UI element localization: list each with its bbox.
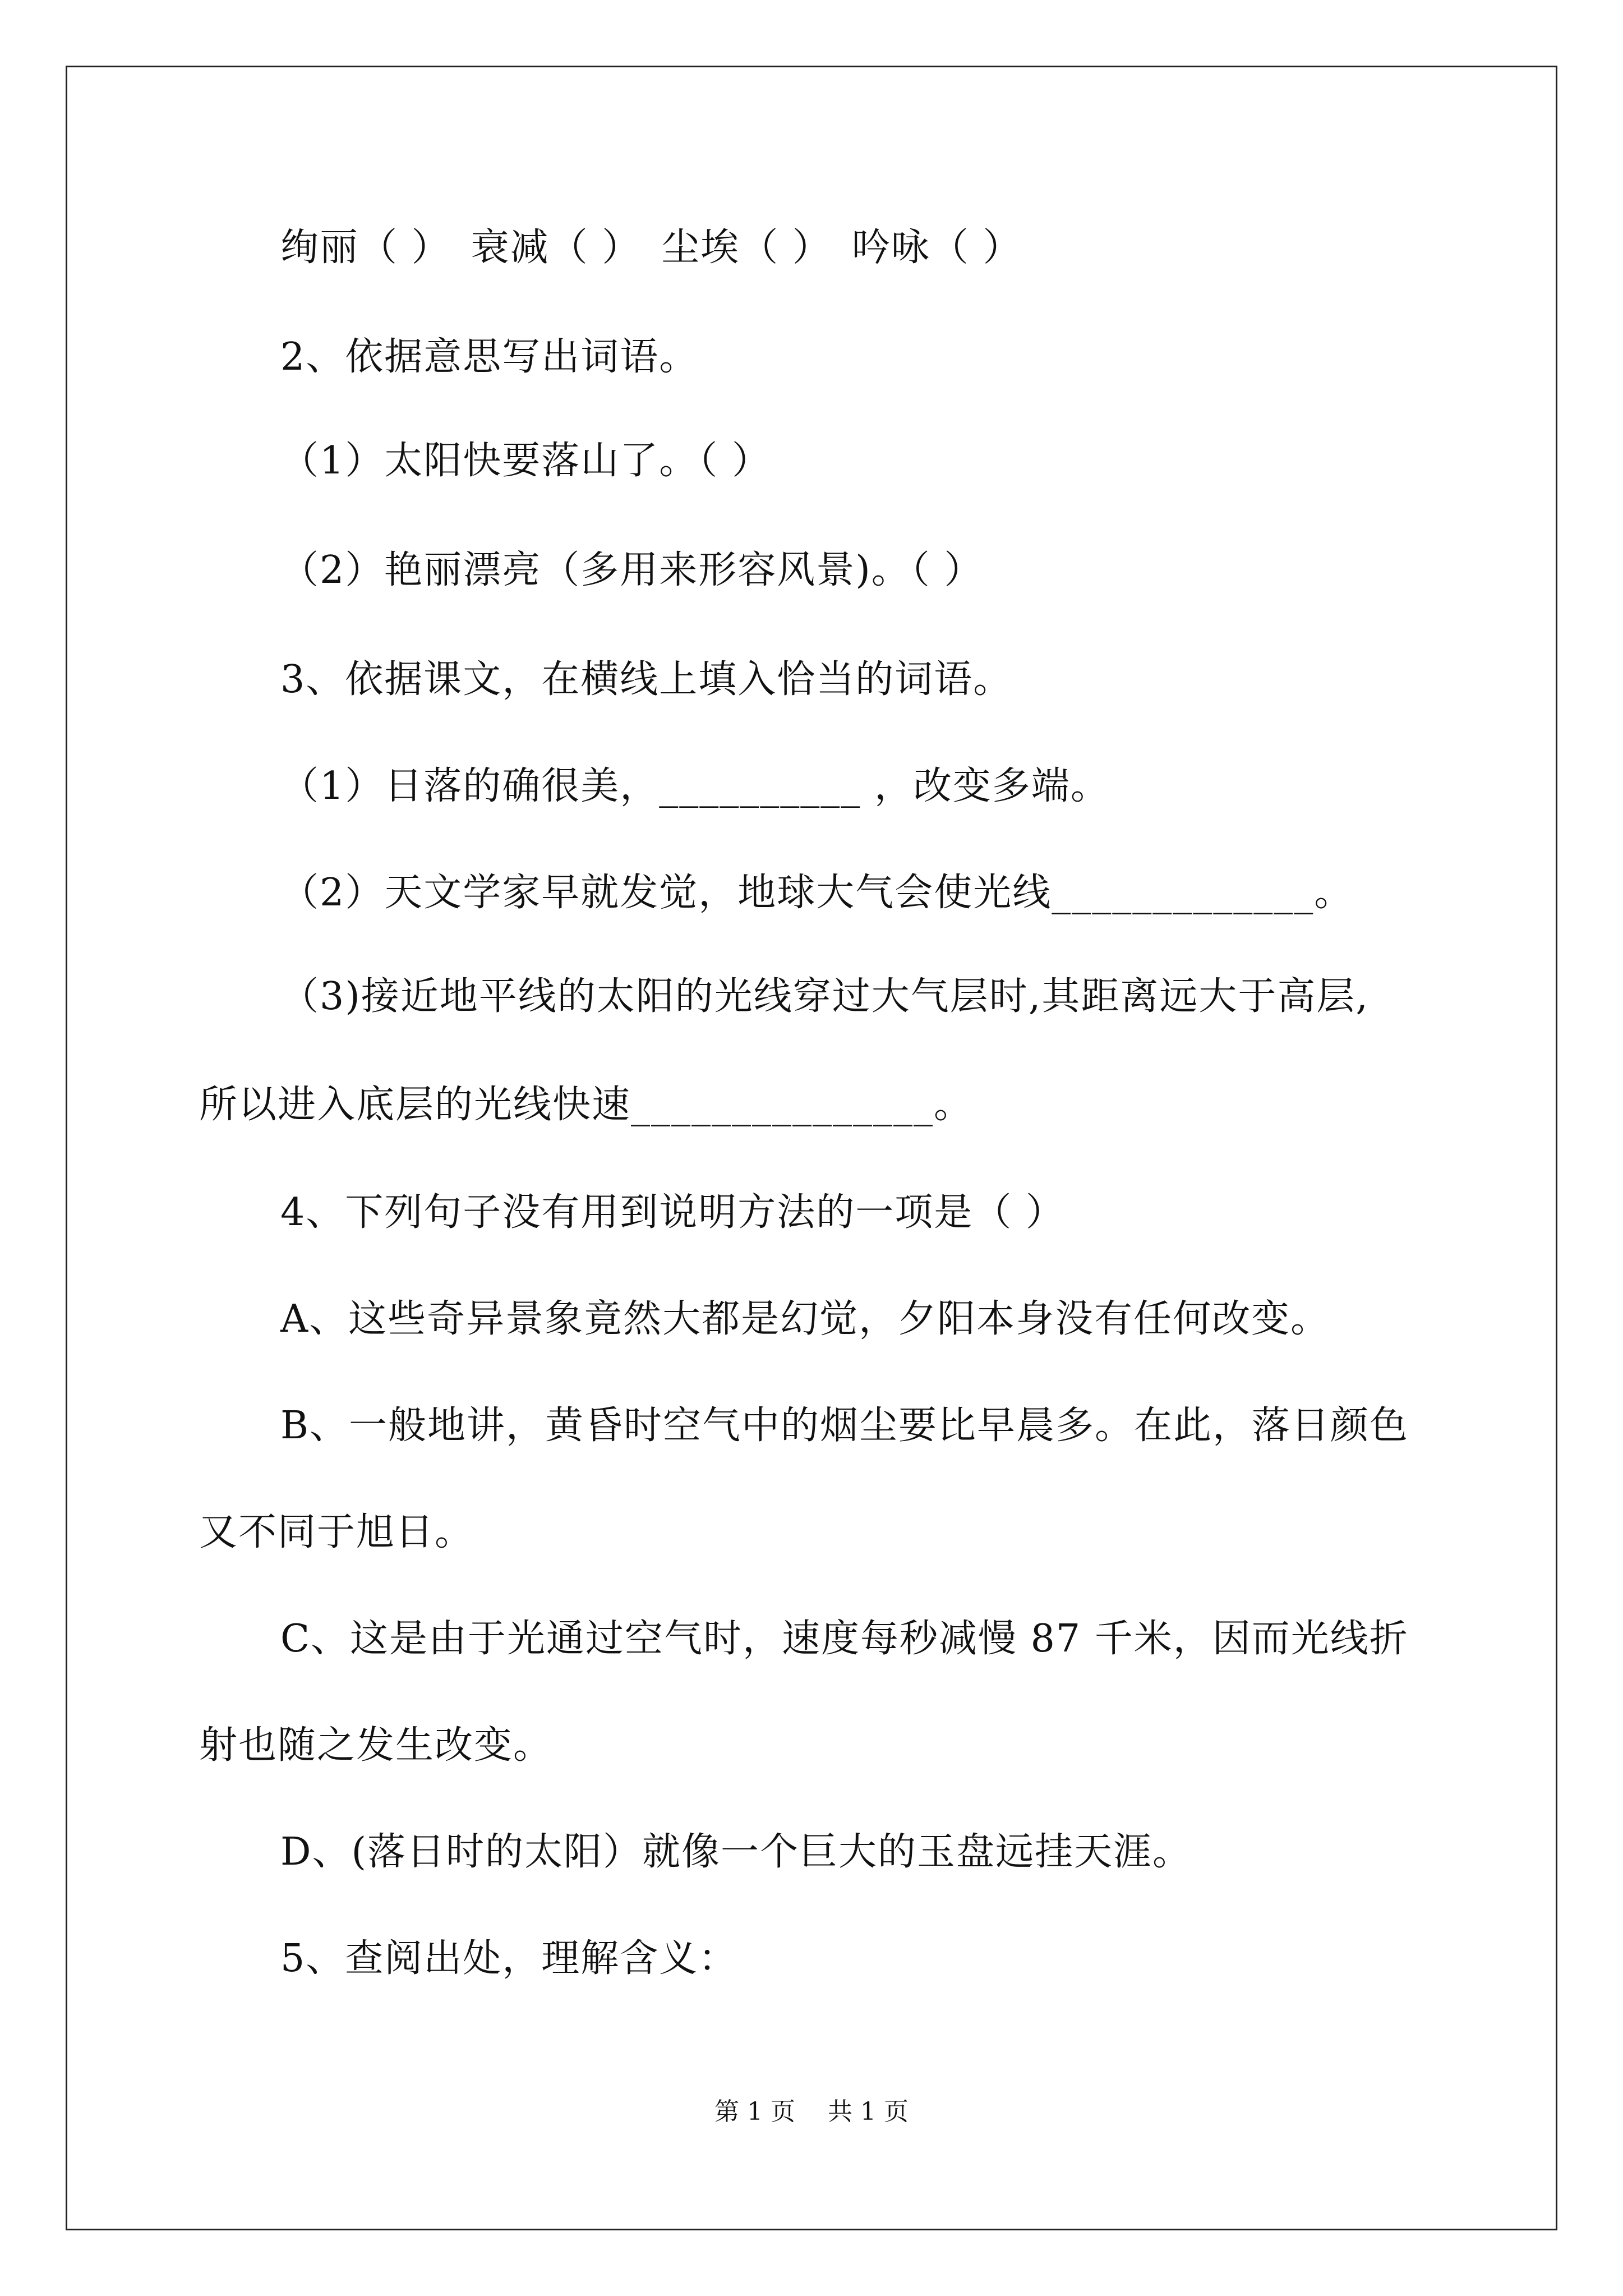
question-2-item-2: （2）艳丽漂亮（多用来形容风景)。（ ） — [280, 548, 984, 592]
option-c-cont: 射也随之发生改变。 — [199, 1723, 553, 1768]
page-border — [66, 66, 1557, 2230]
option-b: B、一般地讲，黄昏时空气中的烟尘要比早晨多。在此，落日颜色 — [280, 1404, 1409, 1448]
option-a: A、这些奇异景象竟然大都是幻觉，夕阳本身没有任何改变。 — [280, 1297, 1330, 1341]
option-b-cont: 又不同于旭日。 — [199, 1510, 474, 1554]
question-3-item-1: （1）日落的确很美，__________ ，改变多端。 — [280, 764, 1110, 808]
page-footer: 第 1 页 共 1 页 — [714, 2097, 909, 2126]
option-c: C、这是由于光通过空气时，速度每秒减慢 87 千米，因而光线折 — [280, 1617, 1409, 1661]
question-3-item-3: （3)接近地平线的太阳的光线穿过大气层时,其距离远大于高层, — [280, 974, 1370, 1019]
question-5-heading: 5、查阅出处，理解含义： — [280, 1936, 738, 1981]
word-list-line: 绚丽（ ） 衰减（ ） 尘埃（ ） 吟咏（ ） — [280, 226, 1022, 270]
question-3-heading: 3、依据课文，在横线上填入恰当的词语。 — [280, 657, 1013, 702]
question-3-item-3-cont: 所以进入底层的光线快速_______________。 — [199, 1083, 974, 1127]
question-2-heading: 2、依据意思写出词语。 — [280, 335, 699, 379]
option-d: D、(落日时的太阳）就像一个巨大的玉盘远挂天涯。 — [280, 1830, 1192, 1874]
question-3-item-2: （2）天文学家早就发觉，地球大气会使光线_____________。 — [280, 871, 1354, 915]
question-4-heading: 4、下列句子没有用到说明方法的一项是（ ） — [280, 1190, 1065, 1235]
question-2-item-1: （1）太阳快要落山了。（ ） — [280, 439, 771, 483]
